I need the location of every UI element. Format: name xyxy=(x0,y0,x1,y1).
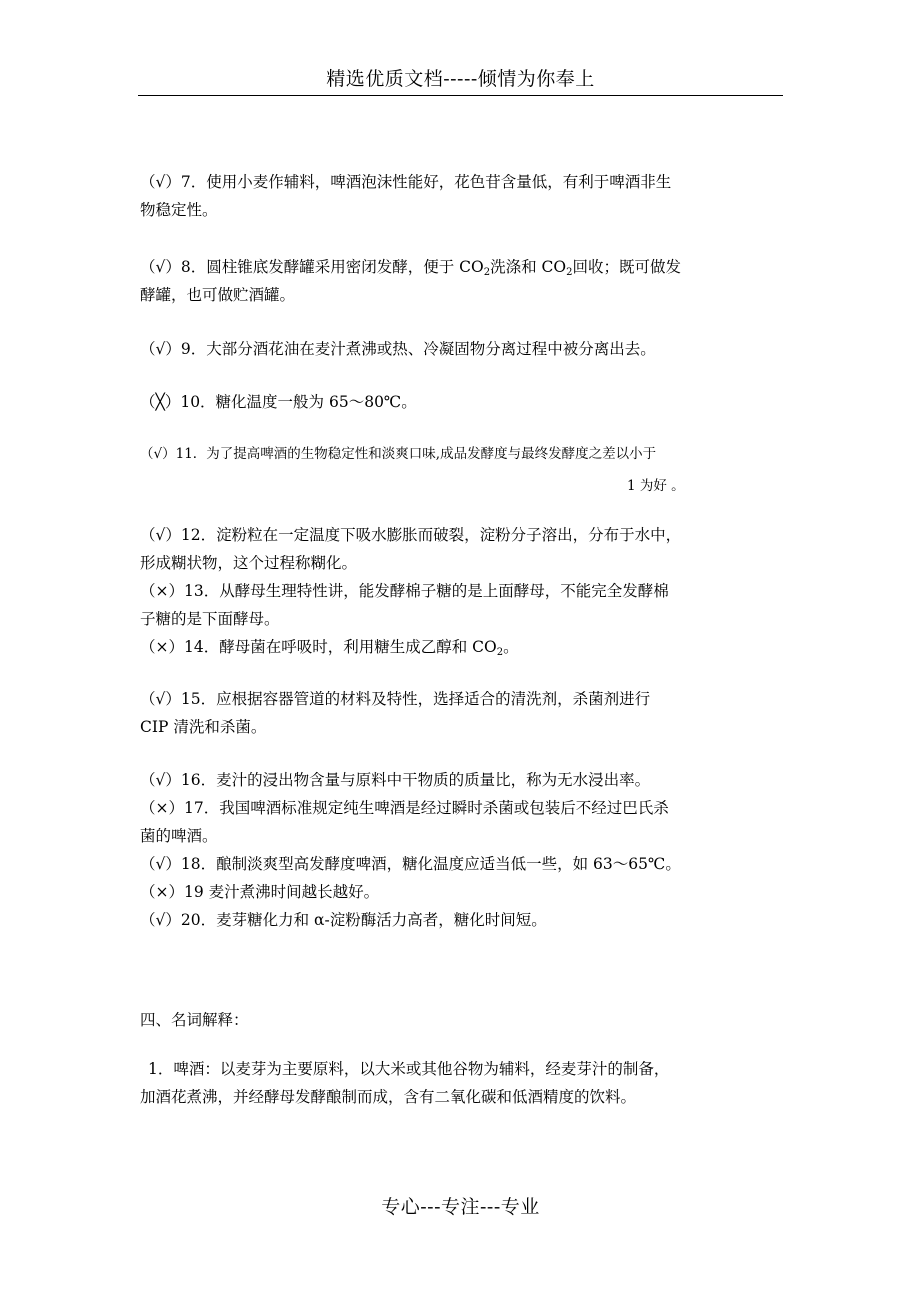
header-divider xyxy=(138,95,783,96)
question-18-line-1: （√）18．酿制淡爽型高发酵度啤酒，糖化温度应适当低一些，如 63～65℃。 xyxy=(140,855,681,873)
question-8 xyxy=(140,253,782,309)
section-4-heading xyxy=(140,1006,782,1034)
question-15-line-1: （√）15．应根据容器管道的材料及特性，选择适合的清洗剂，杀菌剂进行 xyxy=(140,690,651,708)
question-17 xyxy=(140,794,782,850)
question-16 xyxy=(140,766,782,794)
question-8-line-1: （√）8．圆柱锥底发酵罐采用密闭发酵，便于 $CO_2$洗涤和 $CO_2$回收；既可做发 xyxy=(140,258,681,278)
question-13 xyxy=(140,577,782,633)
question-17-line-2: 菌的啤酒。 xyxy=(140,827,218,845)
question-10 xyxy=(140,388,782,416)
question-13-line-1: （×）13．从酵母生理特性讲，能发酵棉子糖的是上面酵母，不能完全发酵棉 xyxy=(140,582,669,600)
question-19 xyxy=(140,878,782,906)
page-footer: 专心---专注---专业 xyxy=(381,1196,540,1218)
question-11-line-1: （√）11．为了提高啤酒的生物稳定性和淡爽口味,成品发酵度与最终发酵度之差以小于 xyxy=(140,446,657,462)
question-13-line-2: 子糖的是下面酵母。 xyxy=(140,610,280,628)
question-7 xyxy=(140,168,782,224)
question-12-line-1: （√）12．淀粉粒在一定温度下吸水膨胀而破裂，淀粉分子溶出，分布于水中， xyxy=(140,526,682,544)
question-20-line-1: （√）20．麦芽糖化力和 α-淀粉酶活力高者，糖化时间短。 xyxy=(140,911,547,929)
question-9 xyxy=(140,335,782,363)
question-18 xyxy=(140,850,782,878)
question-11-line-2: 1 为好 。 xyxy=(627,478,685,494)
definition-1-line-2: 加酒花煮沸，并经酵母发酵酿制而成，含有二氧化碳和低酒精度的饮料。 xyxy=(140,1088,637,1106)
question-16-line-1: （√）16．麦汁的浸出物含量与原料中干物质的质量比，称为无水浸出率。 xyxy=(140,771,651,789)
question-17-line-1: （×）17．我国啤酒标准规定纯生啤酒是经过瞬时杀菌或包装后不经过巴氏杀 xyxy=(140,799,669,817)
question-11 xyxy=(140,440,782,468)
question-8-line-2: 酵罐，也可做贮酒罐。 xyxy=(140,286,296,304)
page-header: 精选优质文档-----倾情为你奉上 xyxy=(326,68,595,90)
question-10-line-1: （╳）10．糖化温度一般为 65～80℃。 xyxy=(140,393,417,411)
question-19-line-1: （×）19 麦汁煮沸时间越长越好。 xyxy=(140,883,380,901)
definition-1 xyxy=(140,1055,782,1111)
question-7-line-1: （√）7．使用小麦作辅料，啤酒泡沫性能好，花色苷含量低，有利于啤酒非生 xyxy=(140,173,672,191)
question-9-line-1: （√）9．大部分酒花油在麦汁煮沸或热、冷凝固物分离过程中被分离出去。 xyxy=(140,340,656,358)
question-7-line-2: 物稳定性。 xyxy=(140,201,218,219)
question-15-line-2: CIP 清洗和杀菌。 xyxy=(140,718,267,736)
question-20 xyxy=(140,906,782,934)
question-14 xyxy=(140,633,782,661)
definition-1-line-1: 1．啤酒：以麦芽为主要原料，以大米或其他谷物为辅料，经麦芽汁的制备， xyxy=(148,1060,670,1078)
question-12-line-2: 形成糊状物，这个过程称糊化。 xyxy=(140,554,358,572)
question-15 xyxy=(140,685,782,741)
question-14-line-1: （×）14．酵母菌在呼吸时，利用糖生成乙醇和 $CO_2$。 xyxy=(140,638,519,658)
section-heading: 四、名词解释： xyxy=(140,1011,249,1029)
question-12 xyxy=(140,521,782,577)
